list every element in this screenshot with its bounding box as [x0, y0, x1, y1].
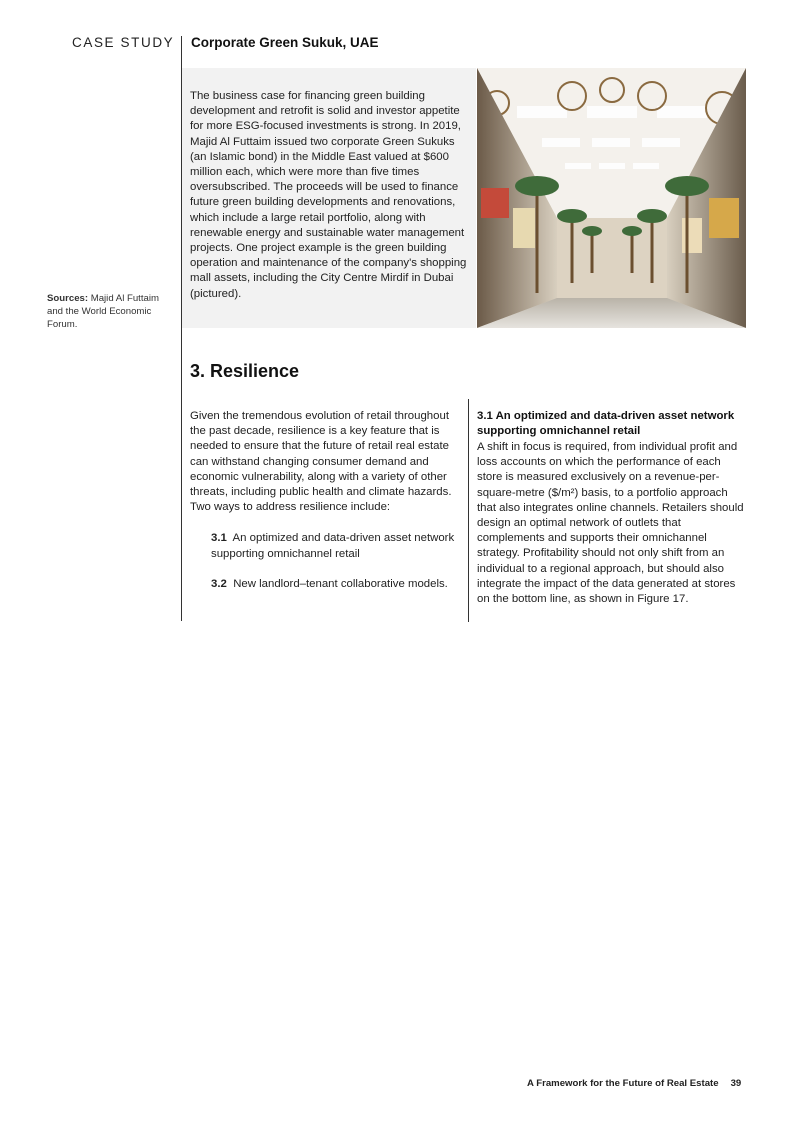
list-item-text: An optimized and data-driven asset network supporting omnichannel retail	[211, 532, 455, 560]
footer-title: A Framework for the Future of Real Estate	[527, 1078, 719, 1089]
sources-text: Majid Al Futtaim and the World Economic Forum.	[47, 293, 159, 330]
case-study-title: Corporate Green Sukuk, UAE	[191, 35, 379, 50]
case-study-label: CASE STUDY	[72, 35, 175, 50]
case-study-body: The business case for financing green building development and retrofit is solid and investor appetite for more ESG-focused investments is strong. In 2019, Majid Al Futtaim issued two corporate Green Sukuks (an Islamic bond) in the Middle East valued at $600 million each, which were more than five times oversubscribed. The proceeds will be used to finance future green building developments and renovations, which include a large retail portfolio, along with renewable energy and sustainable water management projects. One project example is the green building operation and maintenance of the company's shopping mall assets, including the City Centre Mirdif in Dubai (pictured).	[190, 90, 467, 300]
sources-note	[47, 292, 175, 331]
list-item-number: 3.2	[211, 577, 227, 590]
list-item	[211, 531, 461, 561]
mall-interior-photo	[477, 68, 746, 328]
page-footer	[527, 1078, 741, 1089]
section-intro: Given the tremendous evolution of retail throughout the past decade, resilience is a key feature that is needed to ensure that the future of retail real estate can withstand changing consumer demand and economic vulnerability, along with a variety of other threats, including public health and climate hazards. Two ways to address resilience include:	[190, 410, 452, 514]
column-divider	[468, 399, 469, 622]
list-item-text: New landlord–tenant collaborative models.	[233, 577, 448, 590]
page-number: 39	[730, 1078, 742, 1089]
section-intro-column	[190, 409, 460, 592]
subsection-body: A shift in focus is required, from individual profit and loss accounts on which the performance of each store is measured exclusively on a revenue-per-square-metre ($/m²) basis, to a portfolio approach that also integrates online channels. Retailers should design an optimal network of outlets that complements and supports their omnichannel strategy. Profitability should not only shift from an individual to a regional approach, but should also integrate the impact of the data generated at stores on the bottom line, as shown in Figure 17.	[477, 441, 744, 606]
list-item-number: 3.1	[211, 532, 227, 545]
list-item	[211, 577, 461, 592]
section-title: 3. Resilience	[190, 361, 300, 381]
subsection-heading: 3.1 An optimized and data-driven asset network supporting omnichannel retail	[477, 410, 735, 438]
sources-label: Sources:	[47, 293, 89, 304]
